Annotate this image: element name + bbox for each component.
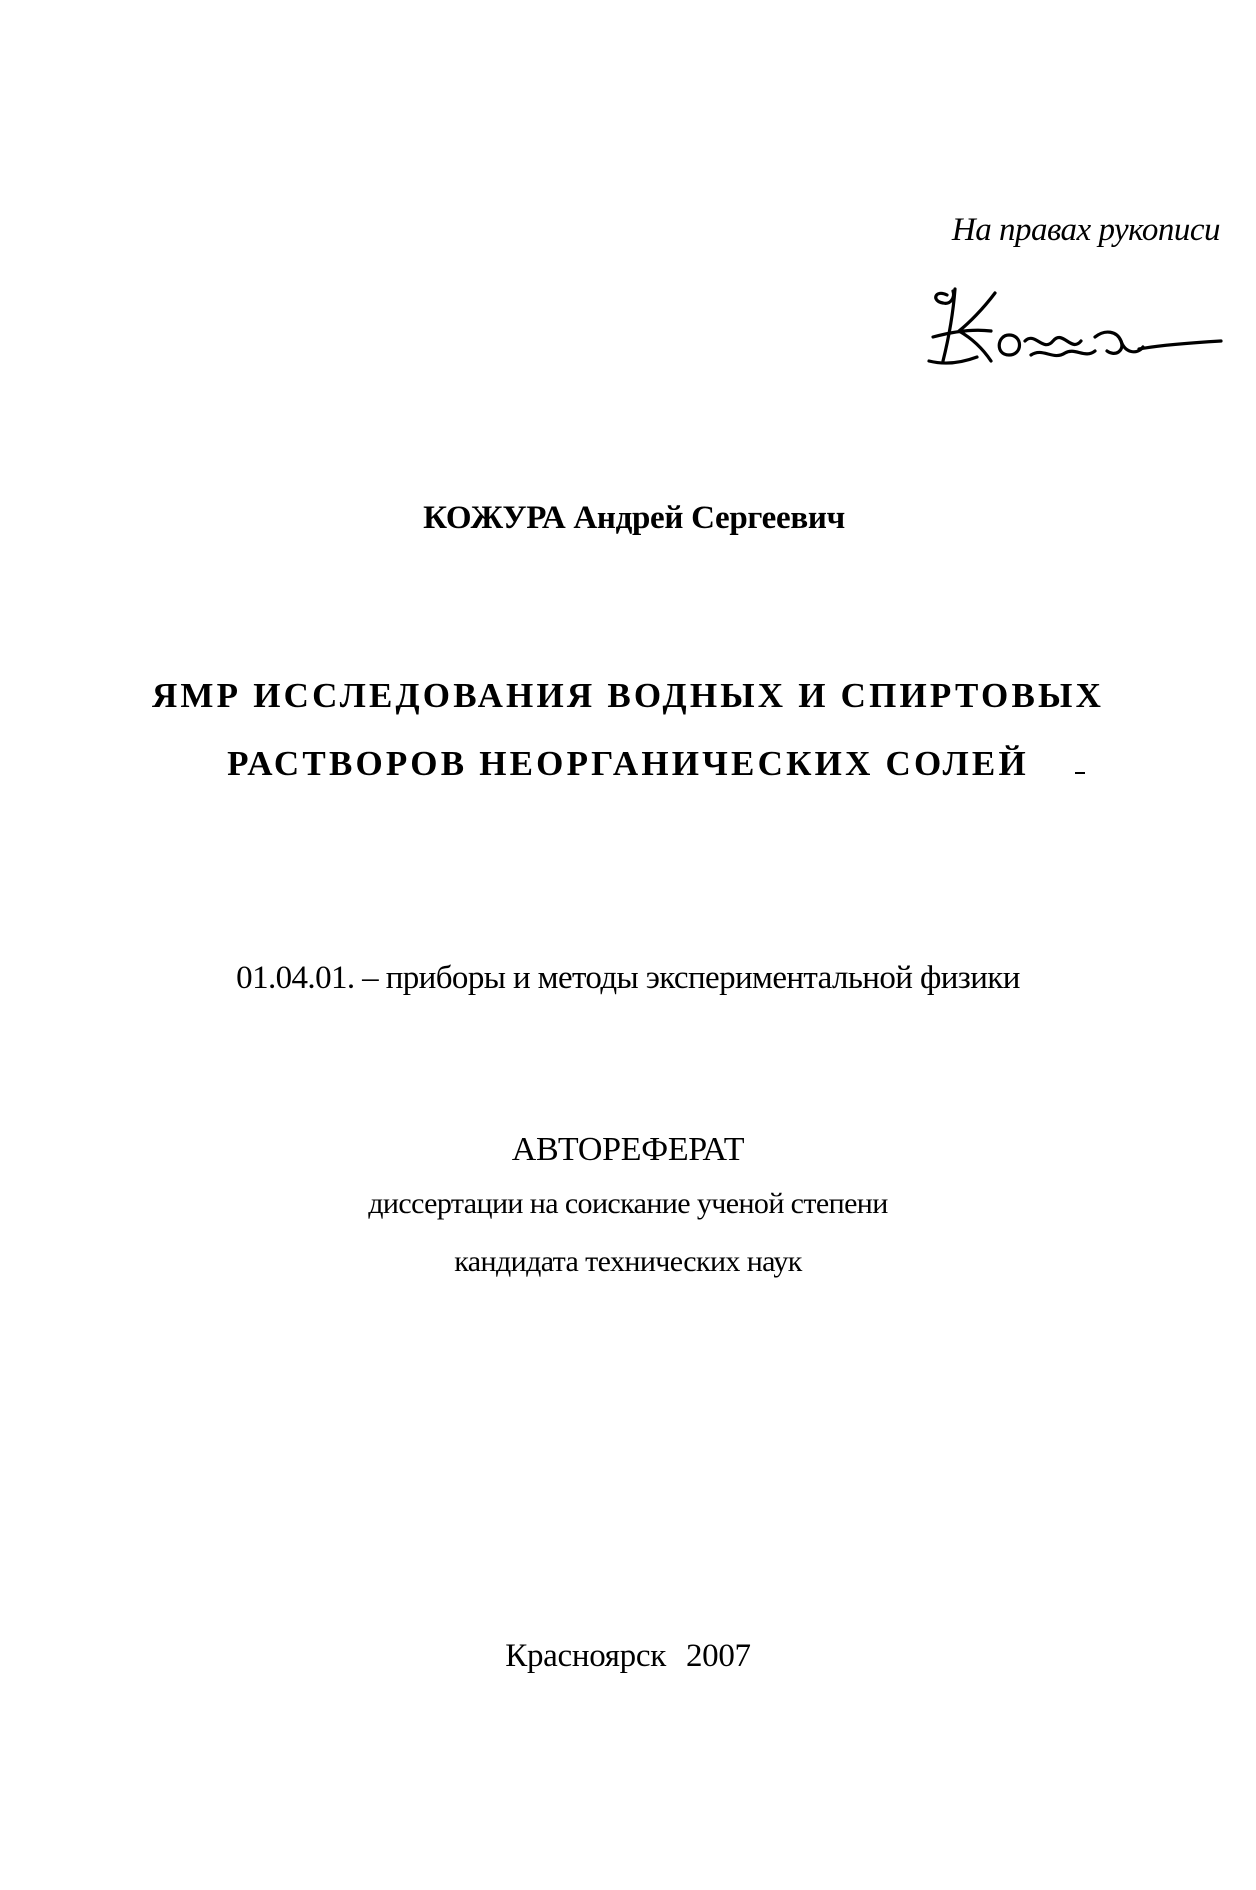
title-line-1: ЯМР ИССЛЕДОВАНИЯ ВОДНЫХ И СПИРТОВЫХ (151, 676, 1105, 715)
stray-mark (1075, 772, 1085, 774)
rights-notice: На правах рукописи (951, 212, 1220, 248)
year: 2007 (685, 1638, 751, 1674)
city: Красноярск (505, 1638, 666, 1674)
specialty-code: 01.04.01. – приборы и методы экспериментальной физики (236, 960, 1020, 996)
author-name: КОЖУРА Андрей Сергеевич (423, 500, 845, 536)
abstract-line-2: кандидата технических наук (454, 1245, 802, 1278)
dissertation-title (0, 662, 1256, 798)
handwritten-signature (925, 275, 1225, 375)
abstract-heading: АВТОРЕФЕРАТ (511, 1131, 745, 1168)
abstract-block (0, 1125, 1256, 1291)
abstract-line-1: диссертации на соискание ученой степени (368, 1187, 888, 1220)
place-and-year (0, 1638, 1256, 1675)
title-line-2: РАСТВОРОВ НЕОРГАНИЧЕСКИХ СОЛЕЙ (227, 744, 1029, 783)
